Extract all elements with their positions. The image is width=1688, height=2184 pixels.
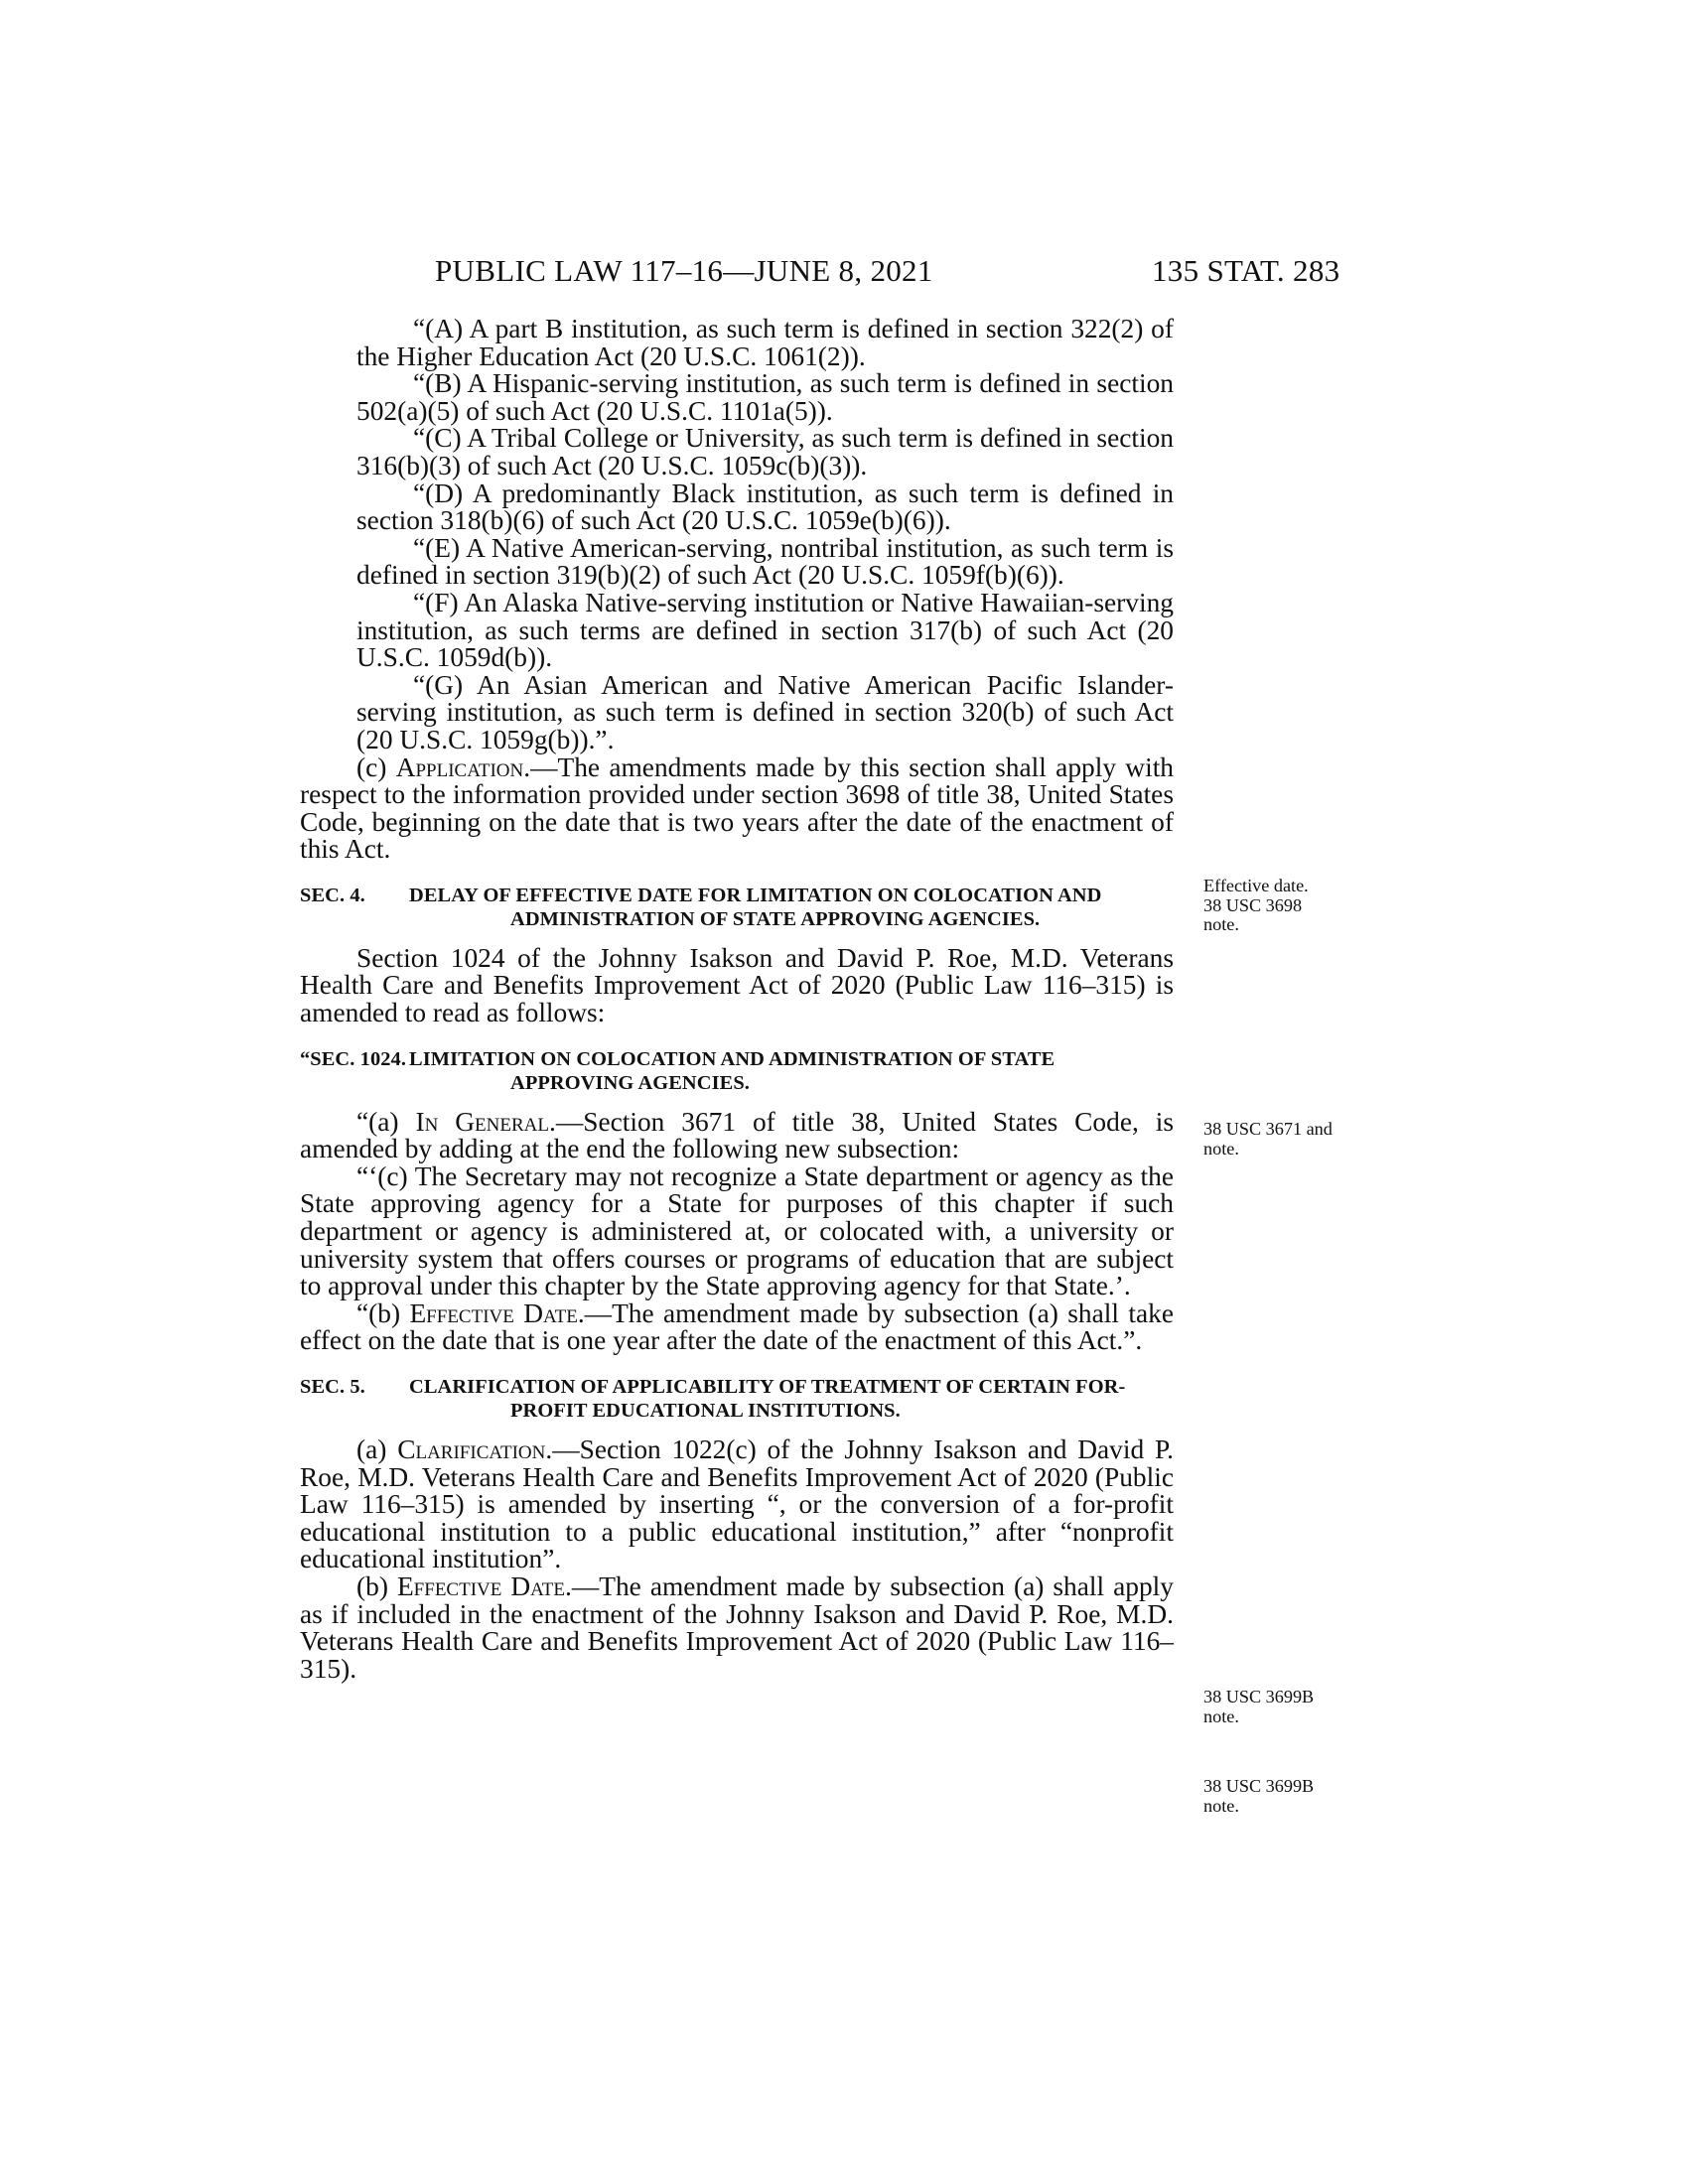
application-heading: Application <box>395 751 524 782</box>
section-1024-a-heading: In General <box>415 1106 549 1137</box>
section-4-body: Section 1024 of the Johnny Isakson and David P. Roe, M.D. Veterans Health Care and Benefits Improvement Act of 2020 (Public Law 116–315) is amended to read as follows: <box>300 942 1174 1028</box>
section-4-title: DELAY OF EFFECTIVE DATE FOR LIMITATION ON COLOCATION AND ADMINISTRATION OF STATE APPROVING AGENCIES. <box>409 884 1102 930</box>
application-lead: (c) <box>356 751 396 782</box>
section-5-a-lead: (a) <box>356 1434 398 1464</box>
section-1024-quote: “‘(c) The Secretary may not recognize a State department or agency as the State approving agency for a State for purposes of this chapter if such department or agency is administered at, or colocated with, a university or university system that offers courses or programs of education that are subject to approval under this chapter by the State approving agency for that State.’. <box>300 1160 1174 1301</box>
margin-note-4-line-2: note. <box>1203 1795 1239 1816</box>
margin-note-1-line-2: 38 USC 3698 <box>1203 894 1303 915</box>
paragraph-d: “(D) A predominantly Black institution, as such term is defined in section 318(b)(6) of such Act (20 U.S.C. 1059e(b)(6)). <box>356 478 1174 536</box>
section-1024-b-text: .—The amendment made by subsection (a) shall take effect on the date that is one year after the date of the enactment of this Act.”. <box>300 1297 1174 1356</box>
section-1024-b <box>300 1297 1174 1356</box>
margin-note-2-line-1: 38 USC 3671 and <box>1203 1119 1333 1139</box>
paragraph-g: “(G) An Asian American and Native American Pacific Islander-serving institution, as such term is defined in section 320(b) of such Act (20 U.S.C. 1059g(b)).”. <box>356 669 1174 754</box>
section-5-a <box>300 1436 1174 1573</box>
section-5-b-lead: (b) <box>356 1570 397 1601</box>
margin-note-3-line-2: note. <box>1203 1706 1239 1726</box>
section-5-b-text: .—The amendment made by subsection (a) shall apply as if included in the enactment of the Johnny Isakson and David P. Roe, M.D. Veterans Health Care and Benefits Improvement Act of 2020 (Public Law 116–315). <box>300 1570 1174 1684</box>
section-1024-title: LIMITATION ON COLOCATION AND ADMINISTRATION OF STATE APPROVING AGENCIES. <box>409 1047 1055 1094</box>
margin-note-3699b-b <box>1203 1777 1372 1816</box>
margin-note-3-line-1: 38 USC 3699B <box>1203 1687 1315 1706</box>
margin-note-2-line-2: note. <box>1203 1138 1239 1159</box>
paragraph-application <box>300 751 1175 865</box>
section-5-a-heading: Clarification <box>397 1434 546 1464</box>
margin-note-1-line-3: note. <box>1203 914 1239 934</box>
application-text: .—The amendments made by this section shall apply with respect to the information provided under section 3698 of title 38, United States Code, beginning on the date that is two years after the date of the enactment of this Act. <box>300 751 1175 865</box>
paragraph-e: “(E) A Native American-serving, nontribal institution, as such term is defined in section 319(b)(2) of such Act (20 U.S.C. 1059f(b)(6)). <box>356 532 1174 591</box>
section-1024-a <box>300 1106 1175 1164</box>
main-text-column <box>300 316 1174 1683</box>
section-5-heading <box>300 1375 1174 1423</box>
paragraph-b: “(B) A Hispanic-serving institution, as such term is defined in section 502(a)(5) of such Act (20 U.S.C. 1101a(5)). <box>356 368 1174 426</box>
margin-note-3699b-a <box>1203 1688 1372 1726</box>
section-1024-heading <box>300 1047 1174 1095</box>
margin-note-3671 <box>1203 1120 1372 1159</box>
section-5-b-heading: Effective Date <box>396 1570 565 1601</box>
page-stat-number: 135 STAT. 283 <box>1152 253 1340 288</box>
section-5-b <box>300 1570 1174 1684</box>
section-5-title: CLARIFICATION OF APPLICABILITY OF TREATMENT OF CERTAIN FOR-PROFIT EDUCATIONAL INSTITUTIONS. <box>409 1376 1126 1422</box>
margin-note-effective-date <box>1203 877 1372 935</box>
margin-note-1-line-1: Effective date. <box>1203 876 1309 895</box>
section-5-number: SEC. 5. <box>300 1376 365 1398</box>
section-5-a-text: .—Section 1022(c) of the Johnny Isakson and David P. Roe, M.D. Veterans Health Care and Benefits Improvement Act of 2020 (Public Law 116–315) is amended by inserting “, or the conversion of a for-profit educational institution to a public educational institution,” after “nonprofit educational institution”. <box>300 1434 1174 1574</box>
section-1024-number: “SEC. 1024. <box>300 1047 407 1070</box>
section-1024-a-lead: “(a) <box>356 1106 416 1137</box>
section-1024-a-text: .—Section 3671 of title 38, United States Code, is amended by adding at the end the following new subsection: <box>300 1106 1175 1164</box>
section-4-heading <box>300 884 1174 931</box>
section-1024-b-heading: Effective Date <box>409 1297 578 1328</box>
running-header-title: PUBLIC LAW 117–16—JUNE 8, 2021 <box>435 253 933 288</box>
paragraph-f: “(F) An Alaska Native-serving institution or Native Hawaiian-serving institution, as such terms are defined in section 317(b) of such Act (20 U.S.C. 1059d(b)). <box>356 587 1174 673</box>
section-4-number: SEC. 4. <box>300 884 365 906</box>
section-1024-b-lead: “(b) <box>356 1297 410 1328</box>
paragraph-a: “(A) A part B institution, as such term is defined in section 322(2) of the Higher Education Act (20 U.S.C. 1061(2)). <box>356 314 1174 371</box>
margin-note-4-line-1: 38 USC 3699B <box>1203 1776 1315 1796</box>
paragraph-c: “(C) A Tribal College or University, as such term is defined in section 316(b)(3) of such Act (20 U.S.C. 1059c(b)(3)). <box>356 423 1174 480</box>
